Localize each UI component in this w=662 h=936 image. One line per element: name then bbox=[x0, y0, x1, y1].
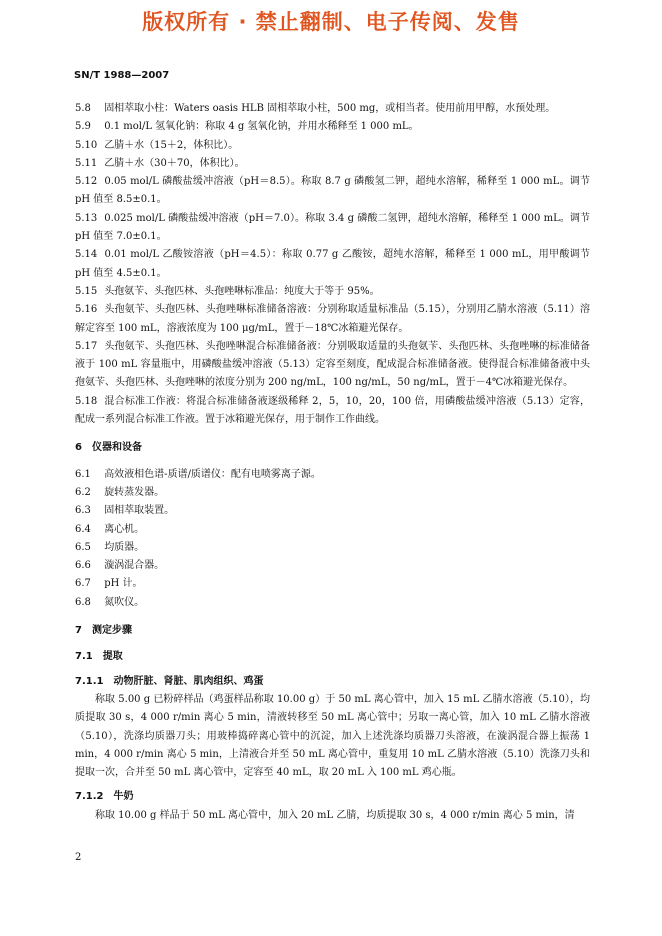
section-7-1-heading: 7.1 提取 bbox=[75, 651, 123, 663]
instrument-6-8: 6.8 氮吹仪。 bbox=[75, 596, 145, 608]
reagent-5-10: 5.10 乙腈＋水（15＋2，体积比）。 bbox=[75, 139, 239, 151]
instrument-6-2: 6.2 旋转蒸发器。 bbox=[75, 486, 165, 498]
instrument-6-3: 6.3 固相萃取装置。 bbox=[75, 505, 175, 517]
reagent-5-15: 5.15 头孢氨苄、头孢匹林、头孢唑啉标准品：纯度大于等于 95%。 bbox=[75, 285, 380, 297]
reagent-5-8: 5.8 固相萃取小柱：Waters oasis HLB 固相萃取小柱，500 mg，或相当者。使用前用甲醇，水预处理。 bbox=[75, 103, 556, 114]
reagent-5-17: 5.17 头孢氨苄、头孢匹林、头孢唑啉混合标准储备液：分别吸取适量的头孢氨苄、头孢匹林、头孢唑啉的标准储备液于 100 mL 容量瓶中，用磷酸盐缓冲溶液（5.13）定容至刻度，配成混合标准储备液。使得混合标准储备液中头孢氨苄、头孢匹林、头孢唑啉的浓度分别为 200 ng/mL，100 ng/mL，50 ng/mL，置于－4℃冰箱避光保存。 bbox=[75, 340, 591, 389]
instrument-6-7: 6.7 pH 计。 bbox=[75, 578, 143, 590]
document-body bbox=[75, 100, 590, 825]
section-6-heading: 6 仪器和设备 bbox=[75, 442, 142, 454]
reagent-5-14: 5.14 0.01 mol/L 乙酸铵溶液（pH＝4.5）：称取 0.77 g 乙酸铵，超纯水溶解，稀释至 1 000 mL，用甲酸调节 pH 值至 4.5±0.1。 bbox=[75, 249, 590, 279]
reagent-5-12: 5.12 0.05 mol/L 磷酸盐缓冲溶液（pH＝8.5）。称取 8.7 g 磷酸氢二钾，超纯水溶解，稀释至 1 000 mL。调节 pH 值至 8.5±0.1。 bbox=[75, 176, 590, 206]
reagent-5-18: 5.18 混合标准工作液：将混合标准储备液逐级稀释 2，5，10，20，100 倍，用磷酸盐缓冲溶液（5.13）定容，配成一系列混合标准工作液。置于冰箱避光保存，用于制作工作曲线。 bbox=[75, 395, 590, 426]
section-7-heading: 7 测定步骤 bbox=[75, 625, 132, 637]
copyright-banner: 版权所有 · 禁止翻制、电子传阅、发售 bbox=[142, 10, 520, 34]
section-7-1-1-paragraph: 称取 5.00 g 已粉碎样品（鸡蛋样品称取 10.00 g）于 50 mL 离心管中，加入 15 mL 乙腈水溶液（5.10），均质提取 30 s，4 000 r/min 离心 5 min，清液转移至 50 mL 离心管中；另取一离心管，加入 10 mL 乙腈水溶液（5.10），洗涤均质器刀头；用玻棒捣碎离心管中的沉淀，加入上述洗涤均质器刀头溶液，在漩涡混合器上振荡 1 min，4 000 r/min 离心 5 min，上清液合并至 50 mL 离心管中，重复用 10 mL 乙腈水溶液（5.10）洗涤刀头和提取一次，合并至 50 mL 离心管中，定容至 40 mL，取 20 mL 入 100 mL 鸡心瓶。 bbox=[75, 693, 590, 779]
standard-code: SN/T 1988—2007 bbox=[74, 70, 170, 81]
section-7-1-2-heading: 7.1.2 牛奶 bbox=[75, 791, 134, 803]
instrument-6-6: 6.6 漩涡混合器。 bbox=[75, 560, 165, 572]
section-7-1-1-heading: 7.1.1 动物肝脏、肾脏、肌肉组织、鸡蛋 bbox=[75, 675, 264, 687]
reagent-5-13: 5.13 0.025 mol/L 磷酸盐缓冲溶液（pH＝7.0）。称取 3.4 g 磷酸二氢钾，超纯水溶解，稀释至 1 000 mL。调节 pH 值至 7.0±0.1。 bbox=[75, 212, 591, 243]
reagent-5-11: 5.11 乙腈＋水（30＋70，体积比）。 bbox=[75, 157, 245, 169]
instrument-6-5: 6.5 均质器。 bbox=[75, 541, 145, 553]
instrument-6-4: 6.4 离心机。 bbox=[75, 523, 145, 535]
section-7-1-2-paragraph: 称取 10.00 g 样品于 50 mL 离心管中，加入 20 mL 乙腈，均质提取 30 s，4 000 r/min 离心 5 min，清 bbox=[95, 809, 575, 821]
page-number: 2 bbox=[75, 852, 82, 863]
reagent-5-9: 5.9 0.1 mol/L 氢氧化钠：称取 4 g 氢氧化钠，并用水稀释至 1 000 mL。 bbox=[75, 121, 419, 133]
reagent-5-16: 5.16 头孢氨苄、头孢匹林、头孢唑啉标准储备溶液：分别称取适量标准品（5.15），分别用乙腈水溶液（5.11）溶解定容至 100 mL，溶液浓度为 100 μg/mL，置于－18℃冰箱避光保存。 bbox=[75, 304, 591, 334]
instrument-6-1: 6.1 高效液相色谱-质谱/质谱仪：配有电喷雾离子源。 bbox=[75, 468, 321, 480]
